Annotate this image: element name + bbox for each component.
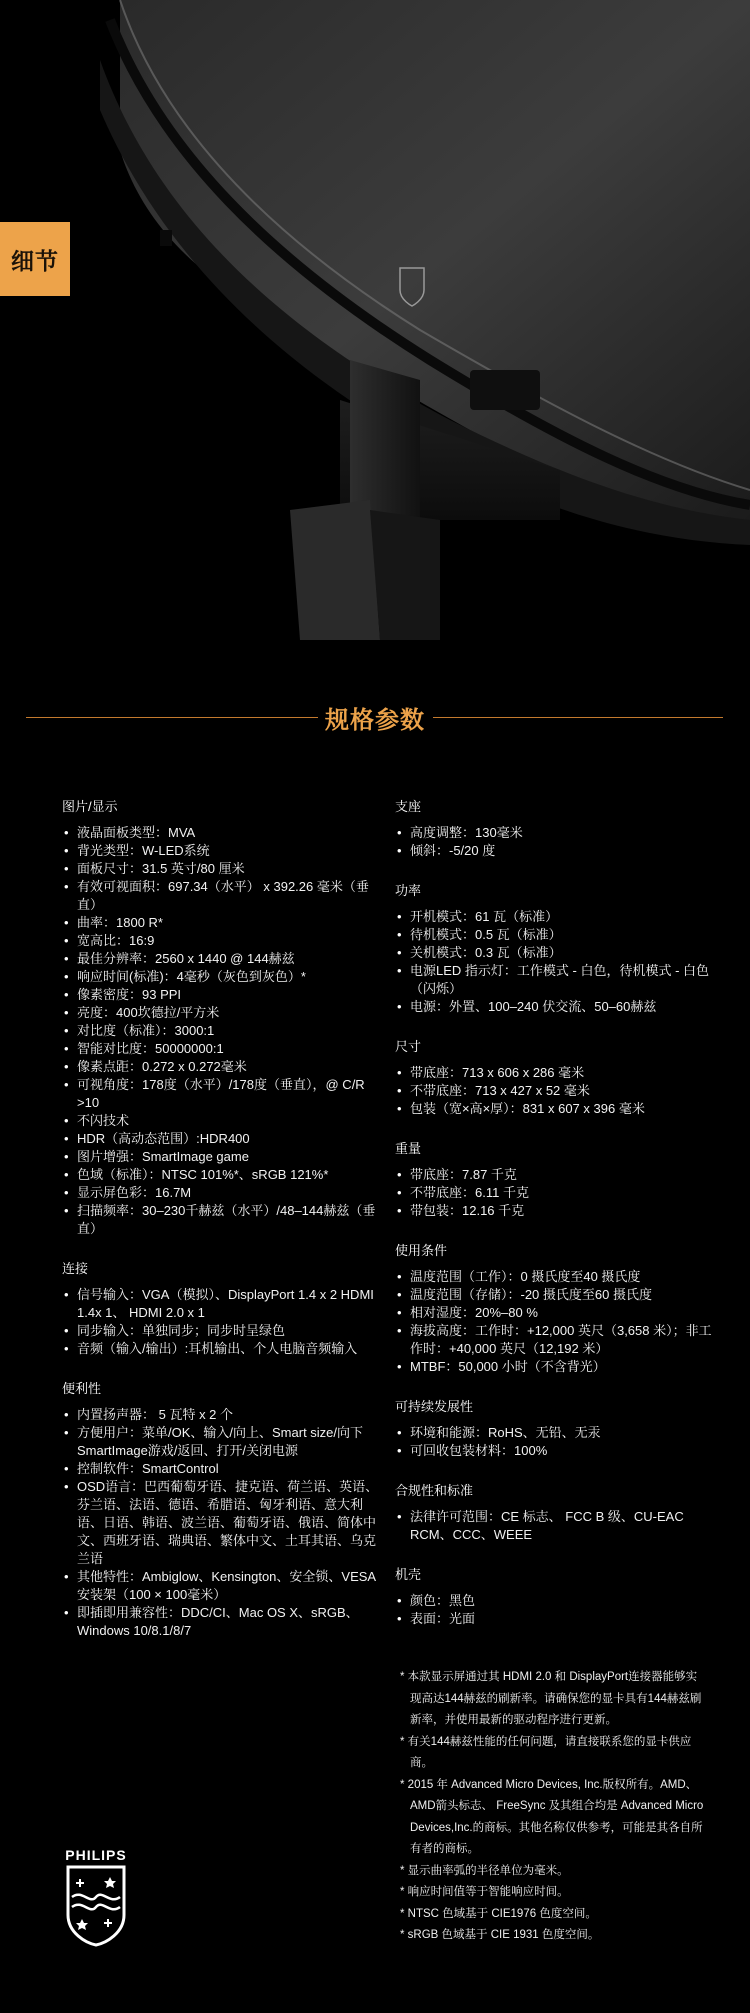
spec-group [395,1038,715,1118]
spec-group [62,1380,384,1640]
spec-group [62,1260,384,1358]
spec-item: • 其他特性：Ambiglow、Kensington、安全锁、VESA安装架（100 × 100毫米） [62,1568,384,1604]
spec-item: • 开机模式：61 瓦（标准） [395,908,715,926]
spec-item: • 电源：外置、100–240 伏交流、50–60赫兹 [395,998,715,1016]
detail-tab-label: 细节 [0,222,70,296]
spec-item: • 包装（宽×高×厚）：831 x 607 x 396 毫米 [395,1100,715,1118]
spec-list [395,1268,715,1376]
spec-item: • 曲率：1800 R* [62,914,384,932]
curved-monitor-back-illustration [0,0,750,640]
spec-item: • 法律许可范围：CE 标志、 FCC B 级、CU-EAC RCM、CCC、WEEE [395,1508,715,1544]
spec-item: • OSD语言：巴西葡萄牙语、捷克语、荷兰语、英语、芬兰语、法语、德语、希腊语、匈牙利语、意大利语、日语、韩语、波兰语、葡萄牙语、俄语、简体中文、西班牙语、瑞典语、繁体中文、土耳其语、乌克兰语 [62,1478,384,1568]
spec-item: • 可回收包装材料：100% [395,1442,715,1460]
spec-item: • 可视角度：178度（水平）/178度（垂直），@ C/R >10 [62,1076,384,1112]
spec-group [62,798,384,1238]
spec-group-title: 连接 [62,1261,89,1276]
spec-item: • 同步输入：单独同步；同步时呈绿色 [62,1322,384,1340]
spec-group [395,882,715,1016]
footnote: * NTSC 色域基于 CIE1976 色度空间。 [400,1907,597,1920]
spec-item: • 图片增强：SmartImage game [62,1148,384,1166]
spec-group-title: 尺寸 [395,1039,422,1054]
spec-item: • 液晶面板类型：MVA [62,824,384,842]
spec-item: • 相对湿度：20%–80 % [395,1304,715,1322]
footnote: * 本款显示屏通过其 HDMI 2.0 和 DisplayPort连接器能够实现高达144赫兹的刷新率。请确保您的显卡具有144赫兹刷新率，并使用最新的驱动程序进行更新。 [400,1671,702,1726]
spec-group-title: 支座 [395,799,422,814]
spec-list [62,824,384,1238]
spec-item: • 待机模式：0.5 瓦（标准） [395,926,715,944]
spec-item: • 带底座：7.87 千克 [395,1166,715,1184]
spec-item: • 信号输入：VGA（模拟）、DisplayPort 1.4 x 2 HDMI 1.4x 1、 HDMI 2.0 x 1 [62,1286,384,1322]
spec-item: • 不带底座：6.11 千克 [395,1184,715,1202]
spec-item: • 倾斜：-5/20 度 [395,842,715,860]
spec-list [395,1424,715,1460]
footnote: * sRGB 色域基于 CIE 1931 色度空间。 [400,1929,600,1941]
spec-item: • 背光类型：W-LED系统 [62,842,384,860]
spec-group [395,1140,715,1220]
spec-item: • 色域（标准）：NTSC 101%*、sRGB 121%* [62,1166,384,1184]
spec-item: • 内置扬声器： 5 瓦特 x 2 个 [62,1406,384,1424]
spec-item: • 温度范围（存储）：-20 摄氏度至60 摄氏度 [395,1286,715,1304]
spec-group-title: 便利性 [62,1381,102,1396]
spec-group-title: 可持续发展性 [395,1399,474,1414]
spec-item: • 带底座：713 x 606 x 286 毫米 [395,1064,715,1082]
specs-right-column [395,798,715,1650]
spec-group [395,1398,715,1460]
spec-item: • 控制软件：SmartControl [62,1460,384,1478]
spec-group-title: 机壳 [395,1567,422,1582]
footnote: * 响应时间值等于智能响应时间。 [400,1886,569,1898]
spec-group [395,1566,715,1628]
spec-item: • 有效可视面积：697.34（水平） x 392.26 毫米（垂直） [62,878,384,914]
spec-item: • 智能对比度：50000000:1 [62,1040,384,1058]
spec-list [395,1592,715,1628]
spec-item: • 对比度（标准）：3000:1 [62,1022,384,1040]
spec-item: • HDR（高动态范围）:HDR400 [62,1130,384,1148]
spec-group [395,1482,715,1544]
footnote: * 显示曲率弧的半径单位为毫米。 [400,1864,569,1877]
spec-list [395,1166,715,1220]
spec-group-title: 重量 [395,1141,422,1156]
spec-item: • 颜色：黑色 [395,1592,715,1610]
spec-list [395,1508,715,1544]
spec-list [395,824,715,860]
spec-group-title: 功率 [395,883,422,898]
footnotes [400,1667,705,1947]
spec-item: • 温度范围（工作）：0 摄氏度至40 摄氏度 [395,1268,715,1286]
product-hero-image [0,0,750,640]
heading-divider-right [433,717,723,718]
spec-list [62,1286,384,1358]
spec-group [395,798,715,860]
specs-title: 规格参数 [325,706,425,734]
spec-item: • 面板尺寸：31.5 英寸/80 厘米 [62,860,384,878]
spec-item: • 不闪技术 [62,1112,384,1130]
spec-item: • 电源LED 指示灯：工作模式 - 白色，待机模式 - 白色（闪烁） [395,962,715,998]
spec-item: • 显示屏色彩：16.7M [62,1184,384,1202]
spec-list [395,1064,715,1118]
spec-item: • 像素密度：93 PPI [62,986,384,1004]
spec-item: • 表面：光面 [395,1610,715,1628]
spec-item: • 响应时间(标准)：4毫秒（灰色到灰色）* [62,968,384,986]
spec-item: • 高度调整：130毫米 [395,824,715,842]
spec-item: • 不带底座：713 x 427 x 52 毫米 [395,1082,715,1100]
heading-divider-left [26,717,318,718]
spec-item: • MTBF：50,000 小时（不含背光） [395,1358,715,1376]
specs-heading [0,700,750,734]
spec-item: • 最佳分辨率：2560 x 1440 @ 144赫兹 [62,950,384,968]
spec-item: • 音频（输入/输出）:耳机输出、个人电脑音频输入 [62,1340,384,1358]
footnote: * 2015 年 Advanced Micro Devices, Inc.版权所有。AMD、AMD箭头标志、 FreeSync 及其组合均是 Advanced Micro Devices,Inc.的商标。其他名称仅供参考，可能是其各自所有者的商标。 [400,1778,704,1855]
spec-item: • 像素点距：0.272 x 0.272毫米 [62,1058,384,1076]
philips-shield-icon [62,1863,130,1947]
spec-item: • 方便用户：菜单/OK、输入/向上、Smart size/向下 SmartImage游戏/返回、打开/关闭电源 [62,1424,384,1460]
spec-item: • 扫描频率：30–230千赫兹（水平）/48–144赫兹（垂直） [62,1202,384,1238]
footnote: * 有关144赫兹性能的任何问题，请直接联系您的显卡供应商。 [400,1735,692,1769]
spec-item: • 即插即用兼容性：DDC/CI、Mac OS X、sRGB、Windows 10/8.1/8/7 [62,1604,384,1640]
spec-list [62,1406,384,1640]
philips-wordmark: PHILIPS [65,1847,127,1863]
specs-left-column [62,798,384,1662]
spec-item: • 海拔高度：工作时：+12,000 英尺（3,658 米）；非工作时：+40,000 英尺（12,192 米） [395,1322,715,1358]
spec-item: • 环境和能源：RoHS、无铅、无汞 [395,1424,715,1442]
spec-group-title: 合规性和标准 [395,1483,474,1498]
spec-item: • 关机模式：0.3 瓦（标准） [395,944,715,962]
spec-item: • 带包装：12.16 千克 [395,1202,715,1220]
spec-group-title: 图片/显示 [62,799,118,814]
spec-item: • 亮度：400坎德拉/平方米 [62,1004,384,1022]
spec-group [395,1242,715,1376]
spec-item: • 宽高比：16:9 [62,932,384,950]
spec-group-title: 使用条件 [395,1243,448,1258]
spec-list [395,908,715,1016]
philips-logo [62,1847,132,1952]
